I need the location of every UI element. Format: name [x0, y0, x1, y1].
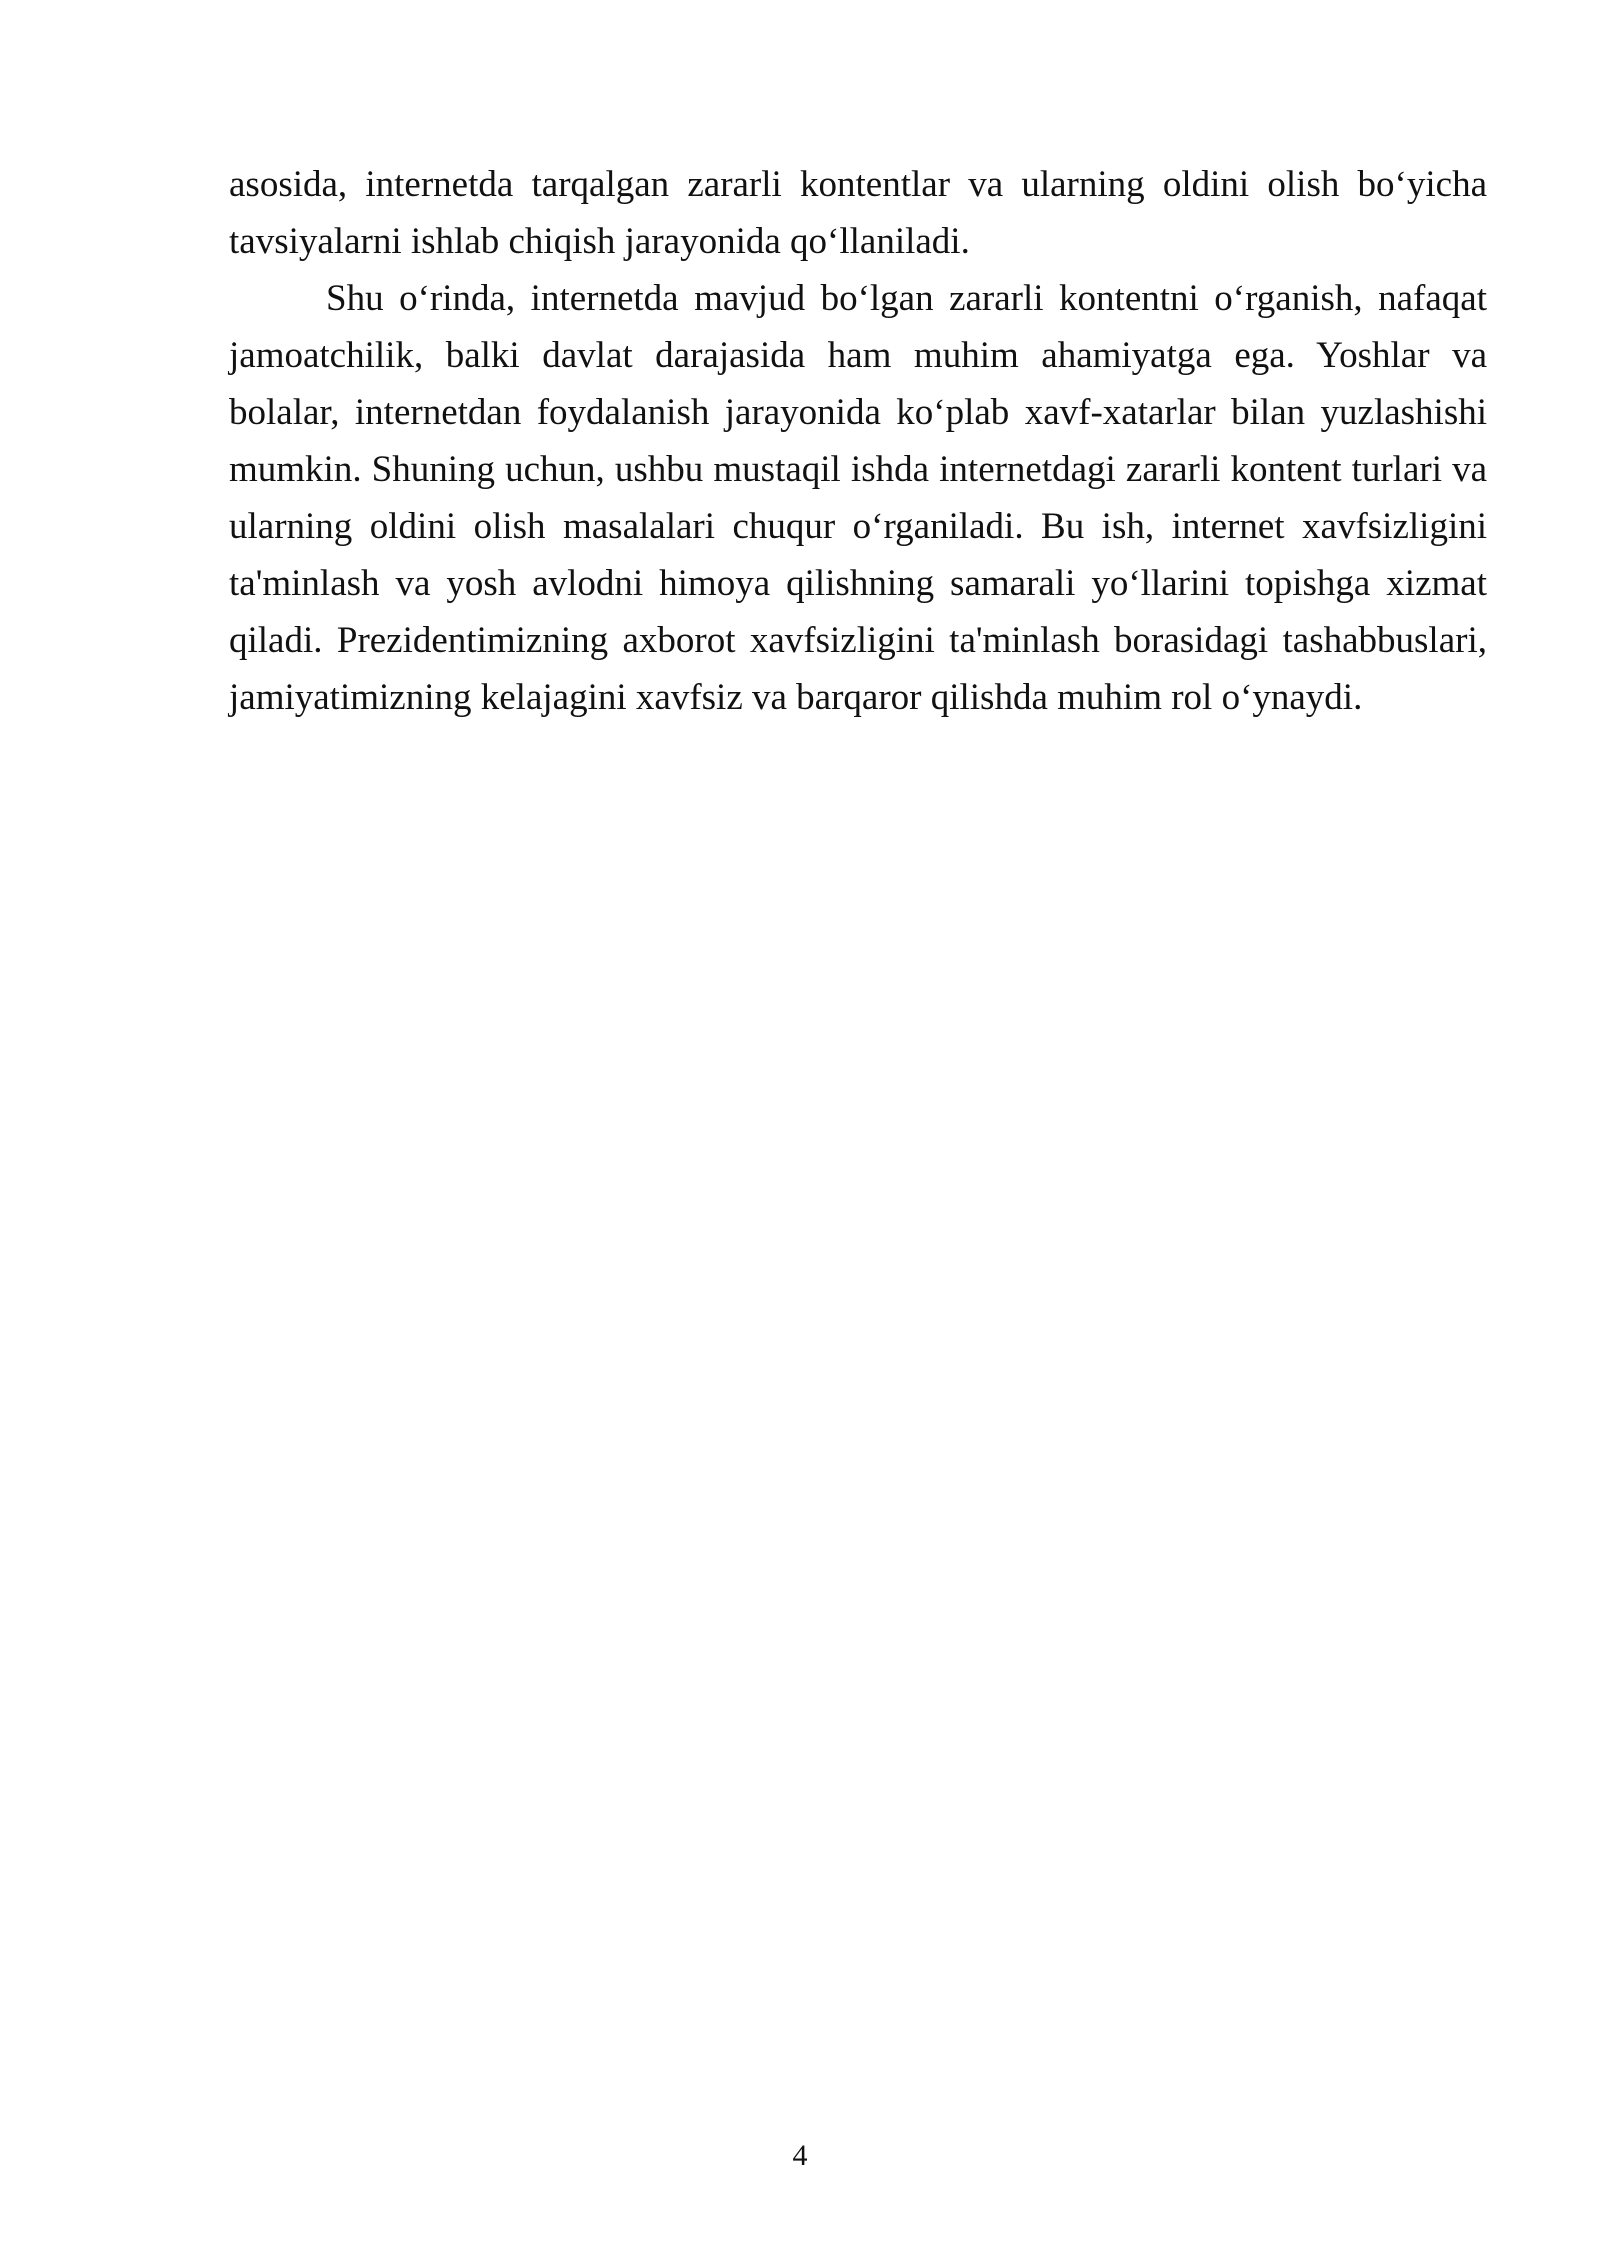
- paragraph-main: Shu o‘rinda, internetda mavjud bo‘lgan zararli kontentni o‘rganish, nafaqat jamoatchilik, balki davlat darajasida ham muhim ahamiyatga ega. Yoshlar va bolalar, internetdan foydalanish jarayonida ko‘plab xavf-xatarlar bilan yuzlashishi mumkin. Shuning uchun, ushbu mustaqil ishda internetdagi zararli kontent turlari va ularning oldini olish masalalari chuqur o‘rganiladi. Bu ish, internet xavfsizligini ta'minlash va yosh avlodni himoya qilishning samarali yo‘llarini topishga xizmat qiladi. Prezidentimizning axborot xavfsizligini ta'minlash borasidagi tashabbuslari, jamiyatimizning kelajagini xavfsiz va barqaror qilishda muhim rol o‘ynaydi.: [229, 278, 1487, 718]
- body-text: [229, 156, 1487, 726]
- paragraph-continuation: asosida, internetda tarqalgan zararli kontentlar va ularning oldini olish bo‘yicha tavsiyalarni ishlab chiqish jarayonida qo‘llaniladi.: [229, 164, 1487, 262]
- page-number: 4: [792, 2139, 808, 2172]
